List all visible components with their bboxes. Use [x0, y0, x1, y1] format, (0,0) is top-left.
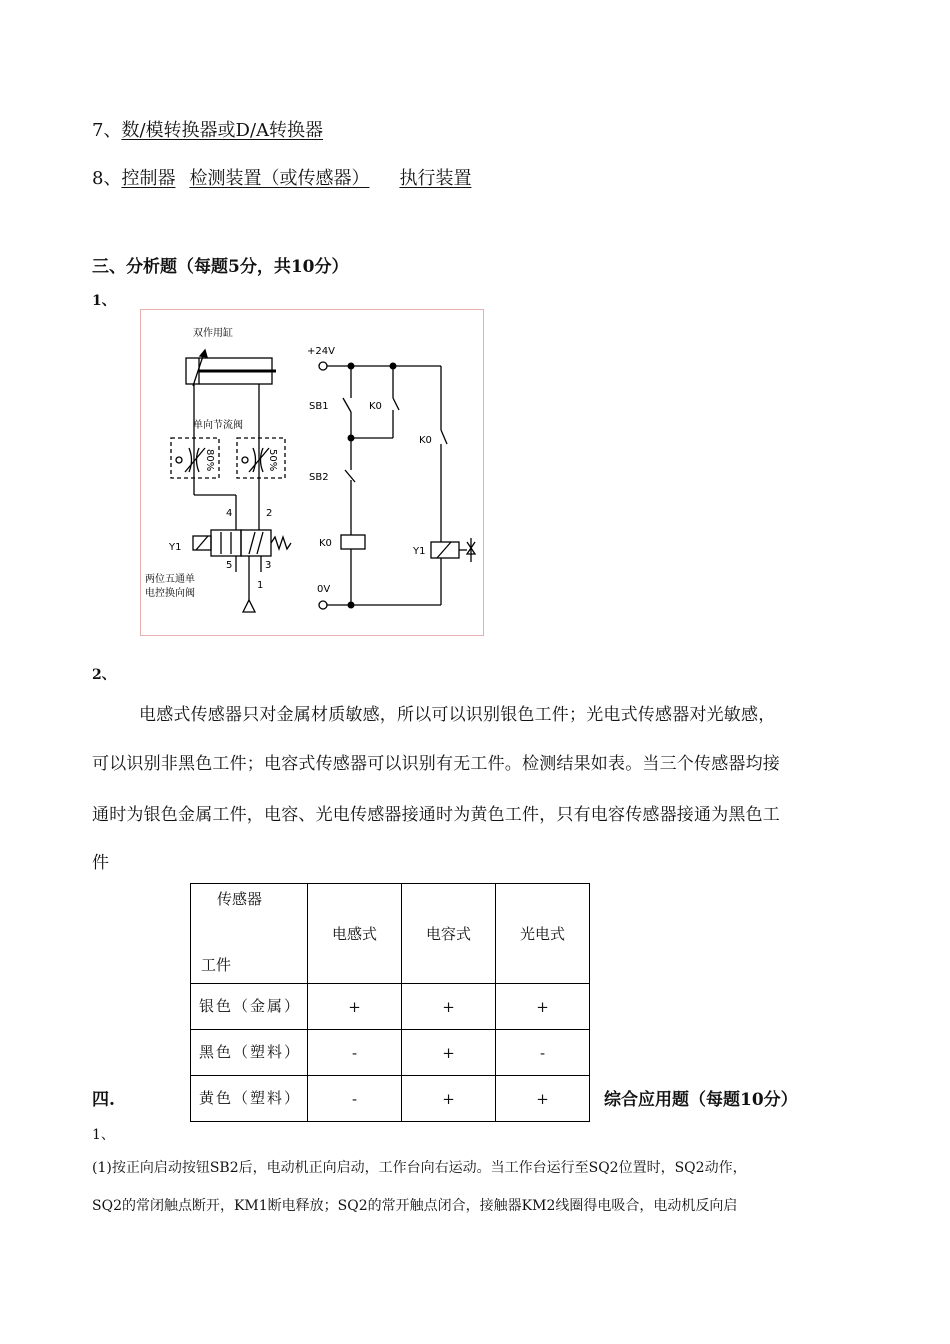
valve-label-line1: 两位五通单 — [145, 574, 195, 585]
table-cell: - — [308, 1030, 402, 1076]
header-capacitive: 电容式 — [402, 884, 496, 984]
item-8-answer-b: 检测装置（或传感器） — [189, 168, 370, 189]
k0-coil-label: K0 — [319, 538, 332, 549]
row-label-silver: 银色（金属） — [191, 984, 308, 1030]
item-7 — [92, 116, 323, 142]
item-8-number: 8、 — [92, 168, 122, 189]
paragraph-line-3: 通时为银色金属工件，电容、光电传感器接通时为黄色工件，只有电容传感器接通为黑色工 — [92, 805, 780, 825]
k0-contact-a — [393, 398, 399, 410]
answer-line-2: SQ2的常闭触点断开，KM1断电释放；SQ2的常开触点闭合，接触器KM2线圈得电吸合，电动机反向启 — [92, 1198, 738, 1214]
section-4-question-1: 1、 — [92, 1127, 115, 1143]
table-cell: + — [402, 984, 496, 1030]
k0-label-a: K0 — [369, 401, 382, 412]
item-8 — [92, 164, 471, 190]
y1-coil — [431, 542, 459, 558]
port-4-label: 4 — [226, 508, 233, 519]
table-cell: + — [402, 1030, 496, 1076]
table-cell: - — [308, 1076, 402, 1122]
table-cell: - — [496, 1030, 590, 1076]
circuit-diagram — [141, 310, 483, 635]
section-3-title: 三、分析题（每题5分，共10分） — [92, 257, 349, 277]
k0-contact-b — [441, 430, 447, 444]
port-1-label: 1 — [257, 580, 264, 591]
sb2-label: SB2 — [309, 472, 329, 483]
valve-left-square — [211, 530, 241, 556]
paragraph-line-2: 可以识别非黑色工件；电容式传感器可以识别有无工件。检测结果如表。当三个传感器均接 — [92, 754, 780, 774]
throttle-percent-left: 80% — [204, 449, 215, 472]
cylinder-label: 双作用缸 — [193, 328, 233, 339]
table-cell: + — [496, 984, 590, 1030]
port-2-label: 2 — [266, 508, 273, 519]
valve-label-line2: 电控换向阀 — [145, 588, 195, 599]
throttle-label: 单向节流阀 — [193, 420, 243, 431]
valve-spring — [271, 537, 291, 549]
header-inductive: 电感式 — [308, 884, 402, 984]
voltage-24v-label: +24V — [307, 346, 335, 357]
item-8-answer-a: 控制器 — [121, 168, 176, 189]
table-corner-cell — [191, 884, 308, 984]
paragraph-line-1: 电感式传感器只对金属材质敏感，所以可以识别银色工件；光电式传感器对光敏感， — [139, 705, 776, 725]
sensor-result-table — [190, 883, 590, 1122]
pneumatic-circuit-figure — [140, 309, 484, 636]
k0-relay-coil — [341, 535, 365, 549]
terminal-0v — [319, 601, 327, 609]
terminal-24v — [319, 362, 327, 370]
table-cell: + — [402, 1076, 496, 1122]
sb1-label: SB1 — [309, 401, 329, 412]
item-8-answer-c: 执行装置 — [399, 168, 472, 189]
section-4-prefix: 四. — [92, 1090, 115, 1110]
section-4-title: 综合应用题（每题10分） — [604, 1090, 798, 1110]
row-label-black: 黑色（塑料） — [191, 1030, 308, 1076]
answer-line-1: (1)按正向启动按钮SB2后，电动机正向启动，工作台向右运动。当工作台运行至SQ2位置时，SQ2动作， — [92, 1160, 747, 1176]
paragraph-line-4: 件 — [92, 853, 110, 873]
sb1-contact — [343, 398, 351, 412]
air-source-symbol — [243, 600, 255, 612]
k0-label-b: K0 — [419, 435, 432, 446]
question-1-label: 1、 — [92, 293, 116, 309]
header-photoelectric: 光电式 — [496, 884, 590, 984]
corner-sensor-label: 传感器 — [217, 890, 263, 908]
table-cell: + — [496, 1076, 590, 1122]
port-5-label: 5 — [226, 560, 233, 571]
valve-right-square — [241, 530, 271, 556]
throttle-percent-right: 50% — [267, 449, 278, 472]
sb2-contact — [345, 470, 355, 482]
y1-coil-label: Y1 — [413, 546, 426, 557]
port-3-label: 3 — [265, 560, 272, 571]
row-label-yellow: 黄色（塑料） — [191, 1076, 308, 1122]
table-cell: + — [308, 984, 402, 1030]
voltage-0v-label: 0V — [317, 584, 331, 595]
item-7-number: 7、 — [92, 120, 122, 141]
item-7-answer: 数/模转换器或D/A转换器 — [121, 120, 324, 141]
corner-workpiece-label: 工件 — [201, 956, 232, 974]
valve-y1-label: Y1 — [169, 542, 182, 553]
question-2-label: 2、 — [92, 667, 116, 683]
